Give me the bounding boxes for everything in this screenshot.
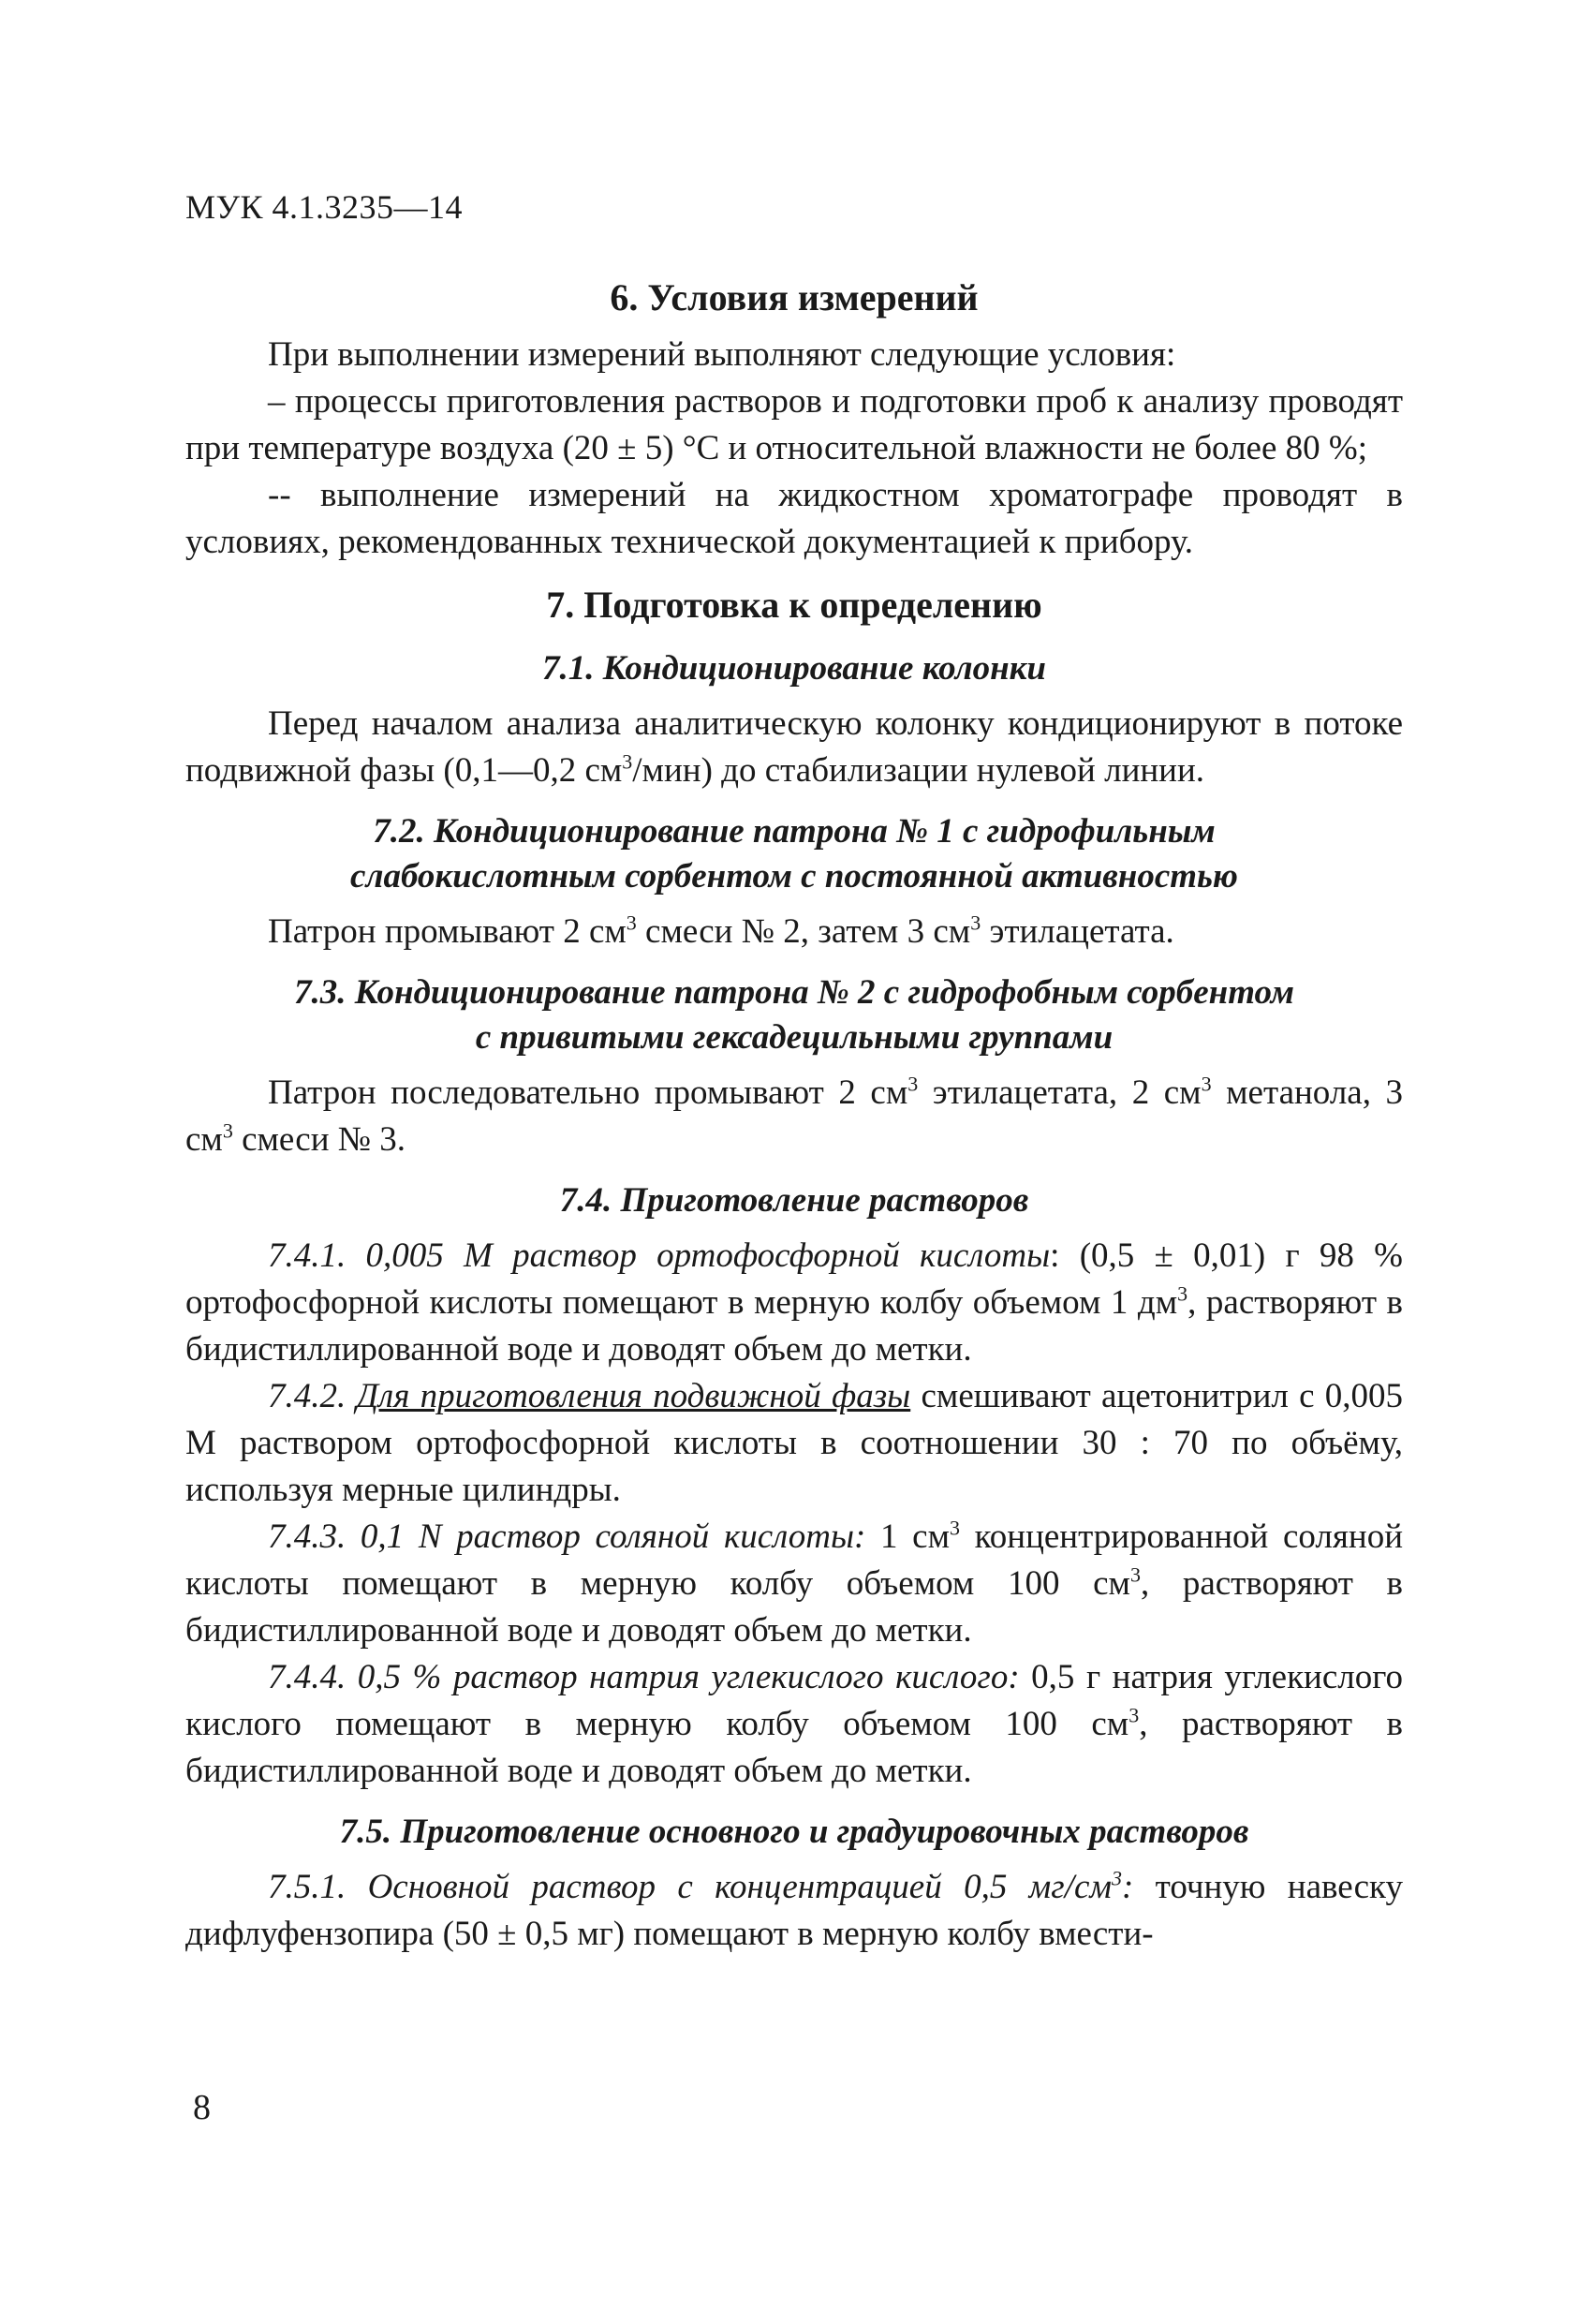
paragraph-7-4-1: 7.4.1. 0,005 М раствор ортофосфорной кислоты: (0,5 ± 0,01) г 98 % ортофосфорной кислоты помещают в мерную колбу объемом 1 $дм^3$, растворяют в бидистиллированной воде и доводят объем до метки.	[185, 1236, 1403, 1369]
section-7-heading: 7. Подготовка к определению	[546, 584, 1042, 626]
subsection-7-5-heading: 7.5. Приготовление основного и градуировочных растворов	[339, 1813, 1249, 1851]
section-6-item-1: – процессы приготовления растворов и подготовки проб к анализу проводят при температуре воздуха (20 ± 5) °С и относительной влажности не более 80 %;	[185, 382, 1403, 467]
section-6-heading: 6. Условия измерений	[610, 276, 979, 318]
section-6-intro: При выполнении измерений выполняют следующие условия:	[268, 335, 1176, 374]
subsection-7-2-text: Патрон промывают 2 $см^3$ смеси № 2, затем 3 $см^3$ этилацетата.	[268, 910, 1174, 951]
subsection-7-2-heading: 7.2. Кондиционирование патрона № 1 с гидрофильным слабокислотным сорбентом с постоянной активностью	[350, 812, 1238, 896]
subsection-7-1-heading: 7.1. Кондиционирование колонки	[541, 649, 1047, 688]
section-6-item-2: -- выполнение измерений на жидкостном хроматографе проводят в условиях, рекомендованных технической документацией к прибору.	[185, 476, 1403, 561]
page-body	[185, 272, 1403, 1958]
subsection-7-3-text: Патрон последовательно промывают 2 $см^3$ этилацетата, 2 $см^3$ метанола, 3 $см^3$ смеси № 3.	[185, 1072, 1403, 1159]
paragraph-7-4-4: 7.4.4. 0,5 % раствор натрия углекислого кислого: 0,5 г натрия углекислого кислого помещают в мерную колбу объемом 100 $см^3$, растворяют в бидистиллированной воде и доводят объем до метки.	[185, 1658, 1404, 1790]
paragraph-7-4-3: 7.4.3. 0,1 N раствор соляной кислоты: 1 $см^3$ концентрированной соляной кислоты помещают в мерную колбу объемом 100 $см^3$, растворяют в бидистиллированной воде и доводят объем до метки.	[185, 1516, 1404, 1650]
subsection-7-3-heading: 7.3. Кондиционирование патрона № 2 с гидрофобным сорбентом с привитыми гексадецильными группами	[294, 973, 1294, 1057]
subsection-7-1-text: Перед началом анализа аналитическую колонку кондиционируют в потоке подвижной фазы (0,1—0,2 $см^3/мин$) до стабилизации нулевой линии.	[185, 704, 1403, 790]
paragraph-7-5-1: 7.5.1. Основной раствор с концентрацией 0,5 $мг/см^3$: точную навеску дифлуфензопира (50 ± 0,5 мг) помещают в мерную колбу вмести-	[185, 1866, 1403, 1953]
running-header: МУК 4.1.3235—14	[185, 188, 464, 226]
page-number: 8	[193, 2088, 211, 2127]
subsection-7-4-heading: 7.4. Приготовление растворов	[559, 1181, 1029, 1220]
paragraph-7-4-2: 7.4.2. Для приготовления подвижной фазы смешивают ацетонитрил с 0,005 М раствором ортофосфорной кислоты в соотношении 30 : 70 по объёму, используя мерные цилиндры.	[185, 1377, 1404, 1509]
